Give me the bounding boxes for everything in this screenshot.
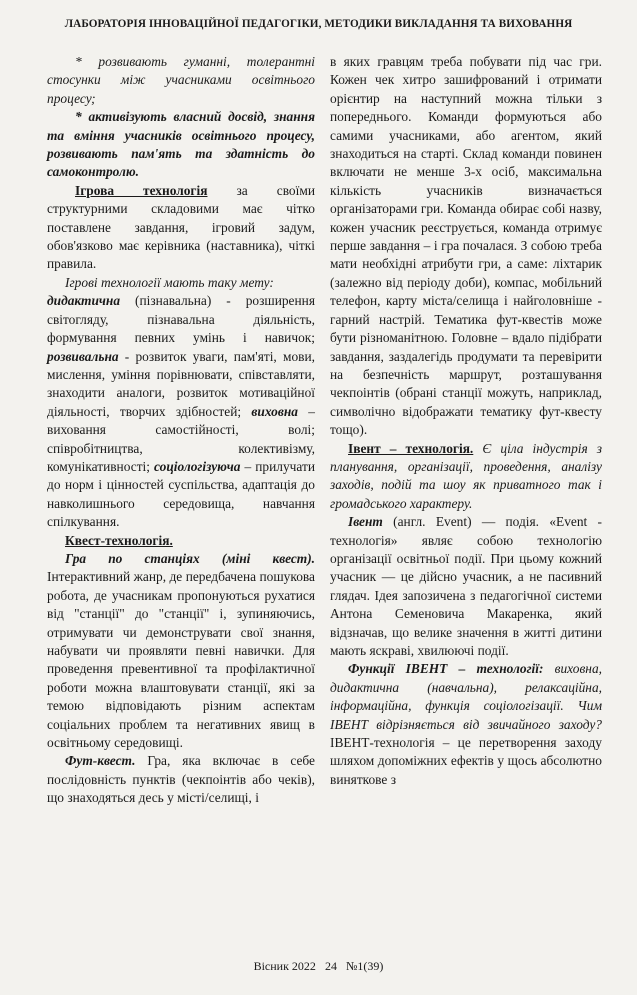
socializing-term: соціологізуюча (154, 458, 241, 474)
quest-heading: Квест-технологія. (65, 532, 173, 548)
issue-number: №1(39) (345, 959, 384, 973)
functions-paragraph: Функції ІВЕНТ – технології: виховна, дидактична (навчальна), релаксаційна, інформаційна, функція соціологізації. Чим ІВЕНТ відрізняється від звичайного заходу? ІВЕНТ-технологія – це перетворення заходу шляхом допоміжних ефектів у щось абсолютно виняткове з (330, 661, 602, 787)
didactic-term: дидактична (47, 293, 121, 309)
station-game-heading: Гра по станціях (міні квест). (65, 550, 315, 566)
bullet-2: * активізують власний досвід, знання та вміння учасників освітнього процесу, розвивають пам'ять та здатність до самоконтролю. (47, 109, 315, 180)
foot-quest-paragraph: Фут-квест. Гра, яка включає в себе послідовність пунктів (чекпоінтів або чеків), що знаходяться десь у місті/селищі, і (47, 753, 315, 806)
event-heading: Івент – технологія. (348, 440, 474, 456)
running-header: ЛАБОРАТОРІЯ ІННОВАЦІЙНОЇ ПЕДАГОГІКИ, МЕТОДИКИ ВИКЛАДАННЯ ТА ВИХОВАННЯ (64, 18, 573, 30)
foot-quest-heading: Фут-квест. (65, 753, 136, 769)
event-paragraph: Івент – технологія. Є ціла індустрія з планування, організації, проведення, аналізу заходів, подій та шоу як приватного так і громадського характеру. (330, 440, 603, 511)
page-number: 24 (324, 959, 337, 973)
bullet-1: * розвивають гуманні, толерантні стосунки між учасниками освітнього процесу; (47, 54, 315, 106)
quest-heading-line (47, 532, 315, 550)
educational-term: виховна (251, 403, 298, 419)
functions-heading: Функції ІВЕНТ – технології: (348, 661, 544, 677)
developmental-term: розвивальна (47, 348, 119, 364)
station-game-paragraph: Гра по станціях (міні квест). Інтерактивний жанр, де передбачена пошукова робота, де учасникам пропонуються рухатися від "станції" до "станції" і, зупиняючись, отримувати чи демонструвати свої знання, набувати чи проявляти певні навички. Для проведення превентивної та профілактичної роботи можна влаштовувати станції, які за темою відповідають різним аспектам соціальних проблем та негативних явищ в освітньому середовищі. (47, 550, 315, 751)
ivent-paragraph: Івент (англ. Event) — подія. «Event - технологія» являє собою технологію організації освітньої події. При цьому кожний учасник — це дійсно учасник, а не пасивний глядач. Ідея запозичена з педагогічної системи Антона Семеновича Макаренка, який відзначав, що велике значення в житті дитини мають яскраві, хвилюючі події. (330, 514, 602, 658)
left-column (47, 53, 315, 808)
page-footer (0, 959, 637, 974)
foot-quest-continuation: в яких гравцям треба побувати під час гри. Кожен чек хитро зашифрований і отримати орієнтир на наступний можна тільки з попереднього. Команди формуються або самими учасниками, або агентом, який знаходиться на старті. Склад команди повинен включати не менше 3-х осіб, максимальна кількість учасників визначається організаторами гри. Команда обирає собі назву, кожен учасник реєструється, команда отримує перше завдання – і гра почалася. З собою треба мати необхідні атрибути гри, а саме: ліхтарик (залежно від періоду доби), компас, мобільний телефон, карту міста/селища і найголовніше - гарний настрій. Тематика фут-квестів може бути різноманітною. Головне – вдало підібрати завдання, заздалегідь продумати та перевірити на безпечність маршрут, розташування чекпоінтів (обрані станції можуть, наприклад, символічно відображати тематику фут-квесту тощо). (330, 54, 602, 438)
game-tech-heading: Ігрова технологія (75, 182, 208, 198)
right-column (330, 53, 602, 789)
ivent-term: Івент (348, 514, 383, 530)
journal-name: Вісник 2022 (253, 959, 316, 973)
goals-paragraph: дидактична (пізнавальна) - розширення світогляду, пізнавальна діяльність, формування певних умінь і навичок; розвивальна - розвиток уваги, пам'яті, мови, мислення, уміння порівнювати, співставляти, знаходити аналоги, розвиток мотиваційної діяльності, творчих здібностей; виховна – виховання самостійності, волі; співробітництва, колективізму, комунікативності; соціологізуюча – прилучати до норм і цінностей суспільства, адаптація до навколишнього середовища, навчання спілкування. (47, 293, 315, 530)
goals-intro: Ігрові технології мають таку мету: (65, 274, 274, 290)
game-tech-paragraph: Ігрова технологія за своїми структурними складовими має чітко поставлене завдання, ігровий задум, обов'язково має керівника (наставника), чіткі правила. (47, 182, 315, 272)
